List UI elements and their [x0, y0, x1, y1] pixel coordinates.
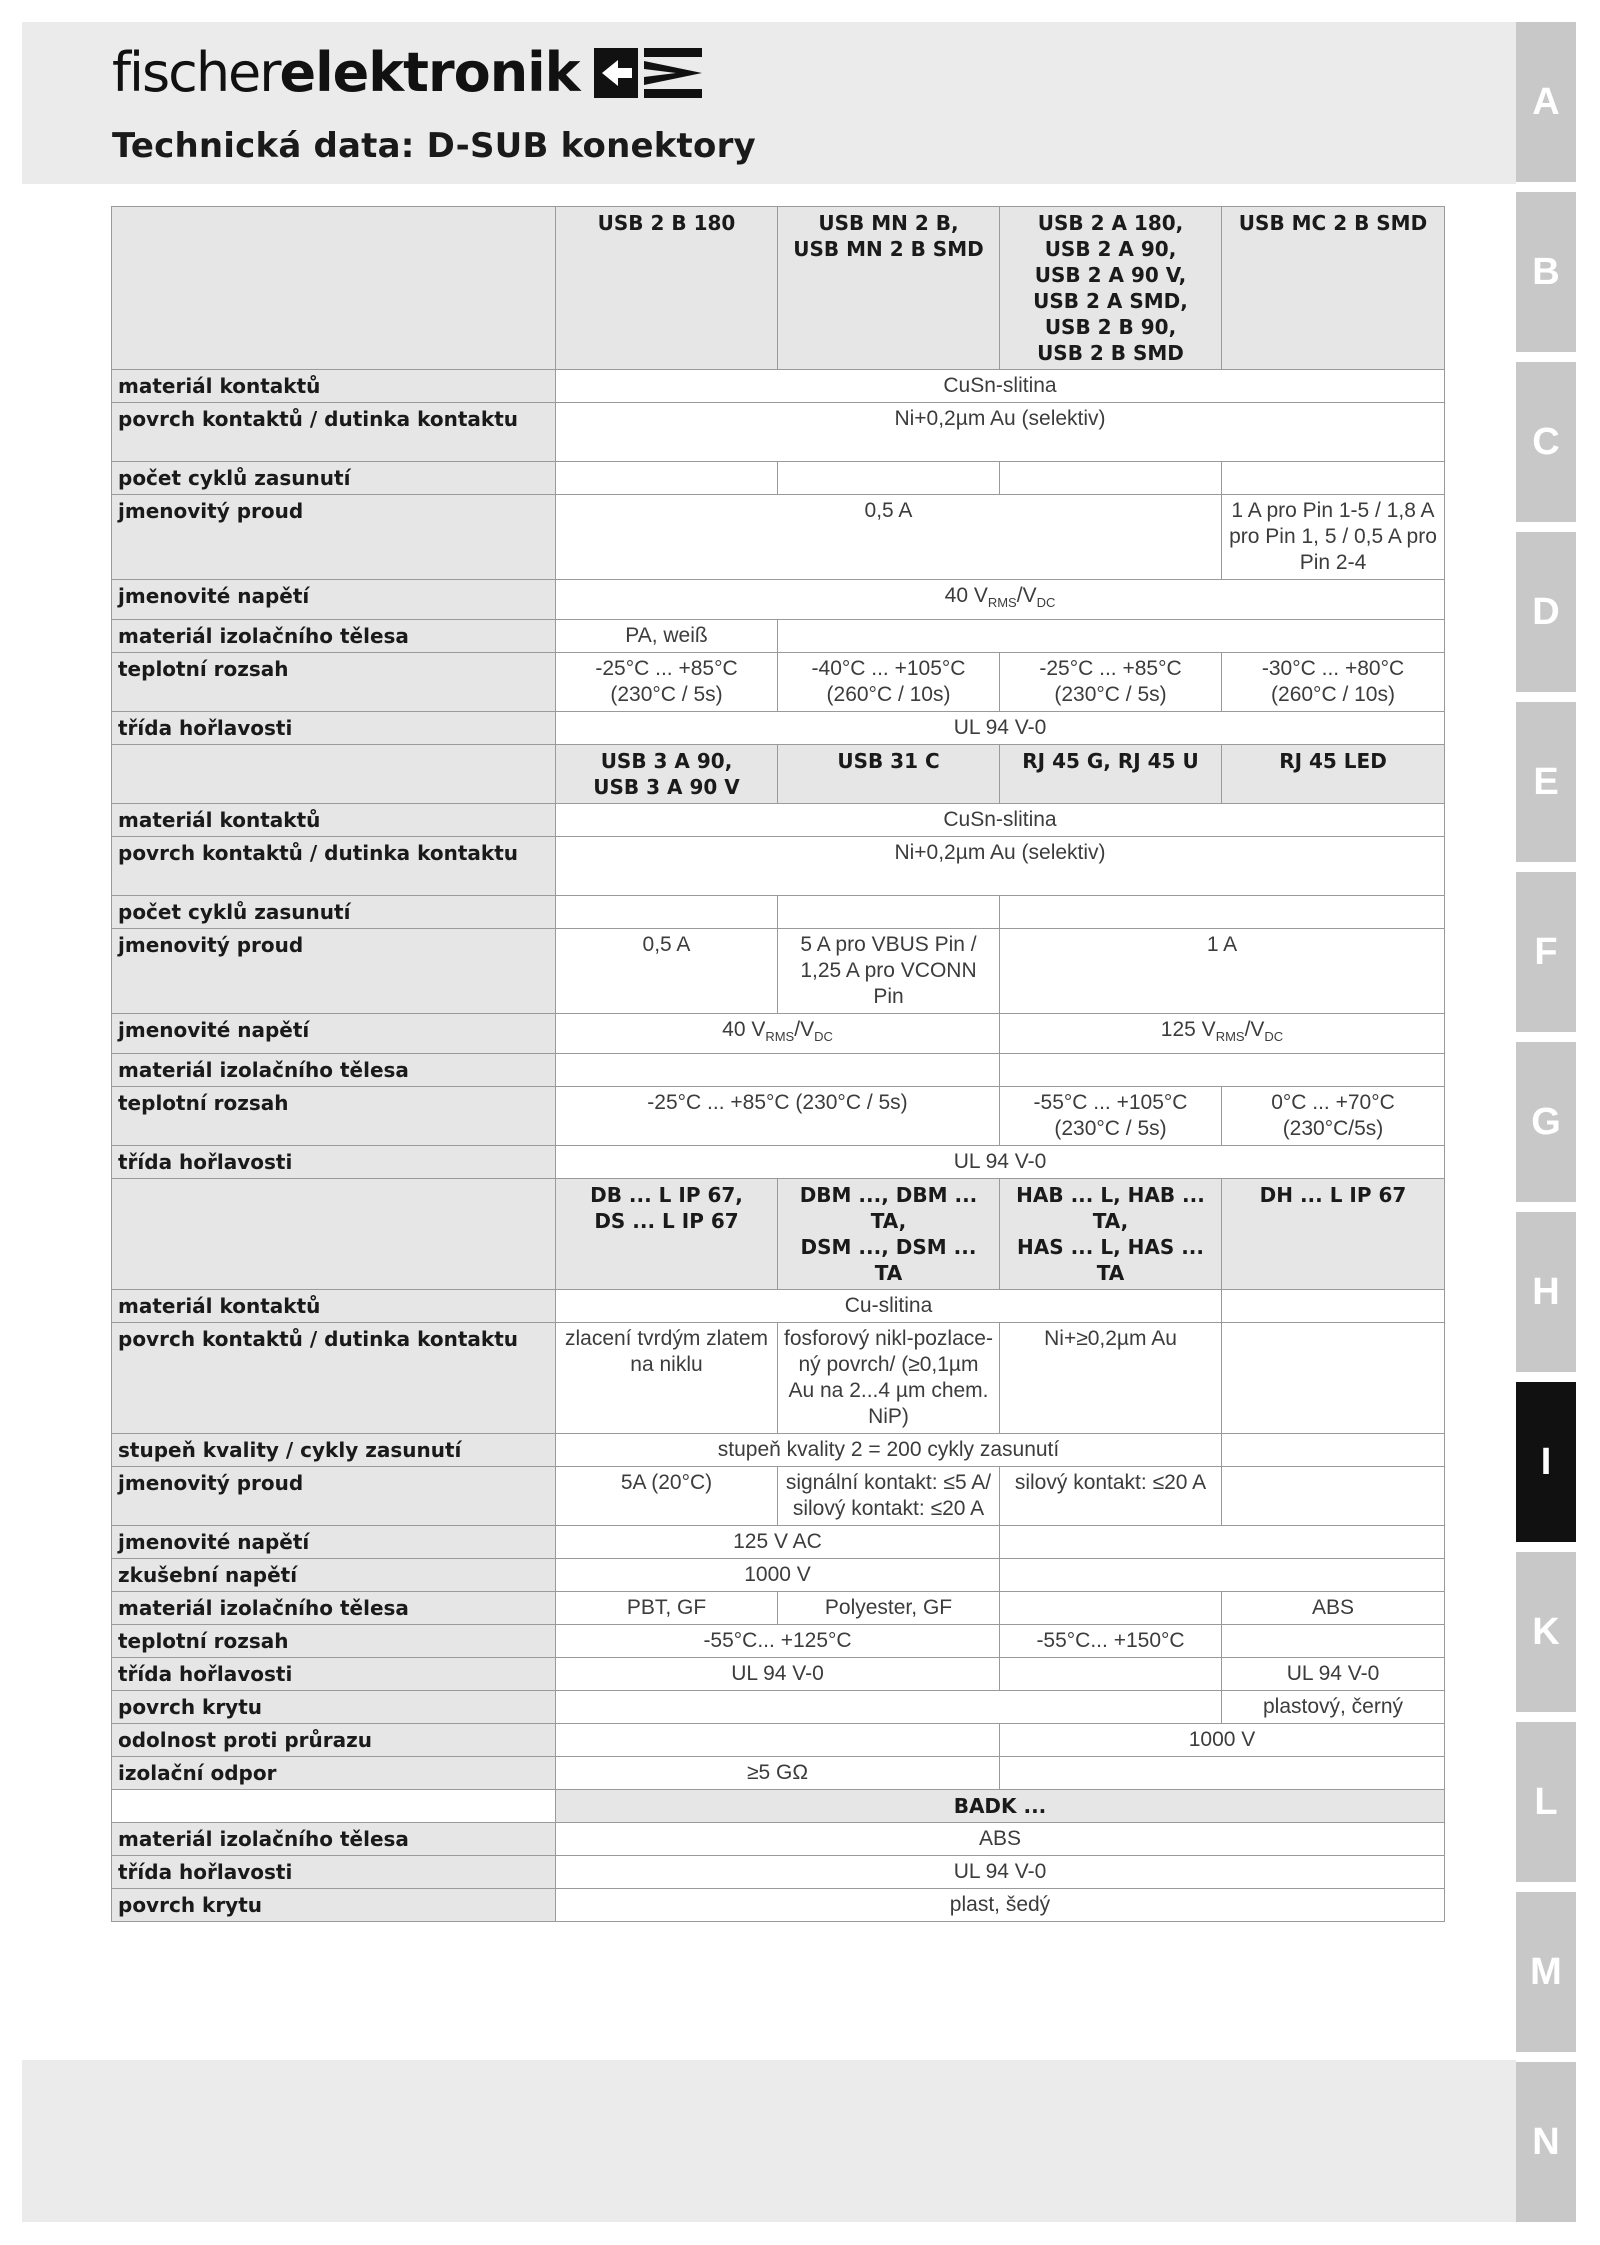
- column-header: HAB ... L, HAB ... TA, HAS ... L, HAS ... TA: [1000, 1179, 1222, 1290]
- tab-m[interactable]: M: [1516, 1892, 1576, 2052]
- column-header: USB 2 B 180: [556, 207, 778, 370]
- row-label: počet cyklů zasunutí: [112, 462, 556, 495]
- table-row: [112, 1823, 1445, 1856]
- row-label: teplotní rozsah: [112, 1087, 556, 1146]
- row-label: třída hořlavosti: [112, 1856, 556, 1889]
- table-cell: CuSn-slitina: [556, 804, 1445, 837]
- empty-cell: [778, 620, 1445, 653]
- row-label: izolační odpor: [112, 1757, 556, 1790]
- empty-cell: [1222, 1434, 1445, 1467]
- table-row: [112, 1658, 1445, 1691]
- voltage-value: 125 V: [1160, 1018, 1216, 1042]
- empty-cell: [1000, 1658, 1222, 1691]
- table-row: [112, 1146, 1445, 1179]
- table-cell: 0°C ... +70°C (230°C/5s): [1222, 1087, 1445, 1146]
- tab-k[interactable]: K: [1516, 1552, 1576, 1712]
- table-row: [112, 1323, 1445, 1434]
- empty-cell: [1222, 1467, 1445, 1526]
- row-label: teplotní rozsah: [112, 1625, 556, 1658]
- page-title: Technická data: D-SUB konektory: [112, 126, 756, 166]
- empty-cell: [556, 896, 778, 929]
- row-label: povrch kontaktů / dutinka kontaktu: [112, 1323, 556, 1434]
- voltage-sub: RMS: [765, 1029, 795, 1045]
- table-row: [112, 620, 1445, 653]
- table-cell: -25°C ... +85°C (230°C / 5s): [1000, 653, 1222, 712]
- table-cell: 0,5 A: [556, 495, 1222, 580]
- header-corner: [112, 1790, 556, 1823]
- voltage-sep: /V: [1016, 584, 1037, 607]
- tab-n[interactable]: N: [1516, 2062, 1576, 2222]
- table-cell: Cu-slitina: [556, 1290, 1222, 1323]
- table-row: [112, 580, 1445, 620]
- row-label: povrch krytu: [112, 1889, 556, 1922]
- table-row: [112, 929, 1445, 1014]
- table-row: [112, 1526, 1445, 1559]
- tab-c[interactable]: C: [1516, 362, 1576, 522]
- table-row: [112, 1691, 1445, 1724]
- table-row: [112, 1889, 1445, 1922]
- table-cell: -55°C... +150°C: [1000, 1625, 1222, 1658]
- table-cell: Polyester, GF: [778, 1592, 1000, 1625]
- table-cell: [556, 580, 1445, 620]
- table-cell: -55°C ... +105°C (230°C / 5s): [1000, 1087, 1222, 1146]
- table-cell: 1 A: [1000, 929, 1445, 1014]
- table-cell: 1 A pro Pin 1-5 / 1,8 A pro Pin 1, 5 / 0,5 A pro Pin 2-4: [1222, 495, 1445, 580]
- column-header: DH ... L IP 67: [1222, 1179, 1445, 1290]
- table-row: [112, 712, 1445, 745]
- table-cell: Ni+≥0,2µm Au: [1000, 1323, 1222, 1434]
- table-cell: UL 94 V-0: [556, 712, 1445, 745]
- row-label: počet cyklů zasunutí: [112, 896, 556, 929]
- table-row: [112, 1724, 1445, 1757]
- row-label: povrch krytu: [112, 1691, 556, 1724]
- table-row: [112, 1790, 1445, 1823]
- table-row: [112, 896, 1445, 929]
- voltage-sub: RMS: [987, 595, 1017, 611]
- voltage-sub: RMS: [1215, 1029, 1245, 1045]
- table-cell: plast, šedý: [556, 1889, 1445, 1922]
- table-cell: signální kontakt: ≤5 A/ silový kontakt: ≤20 A: [778, 1467, 1000, 1526]
- table-cell: UL 94 V-0: [556, 1856, 1445, 1889]
- empty-cell: [1000, 1054, 1445, 1087]
- tab-i[interactable]: I: [1516, 1382, 1576, 1542]
- empty-cell: [1222, 462, 1445, 495]
- tab-f[interactable]: F: [1516, 872, 1576, 1032]
- table-row: [112, 837, 1445, 896]
- row-label: materiál izolačního tělesa: [112, 1823, 556, 1856]
- row-label: stupeň kvality / cykly zasunutí: [112, 1434, 556, 1467]
- table-row: [112, 1434, 1445, 1467]
- empty-cell: [1000, 1592, 1222, 1625]
- column-header: USB MC 2 B SMD: [1222, 207, 1445, 370]
- row-label: třída hořlavosti: [112, 1146, 556, 1179]
- table-row: [112, 1559, 1445, 1592]
- table-row: [112, 1290, 1445, 1323]
- table-row: [112, 462, 1445, 495]
- table-cell: plastový, černý: [1222, 1691, 1445, 1724]
- table-cell: CuSn-slitina: [556, 370, 1445, 403]
- row-label: jmenovitý proud: [112, 495, 556, 580]
- empty-cell: [778, 896, 1000, 929]
- footer-band: [22, 2060, 1516, 2222]
- table-cell: -40°C ... +105°C (260°C / 10s): [778, 653, 1000, 712]
- row-label: jmenovitý proud: [112, 1467, 556, 1526]
- column-header: USB MN 2 B, USB MN 2 B SMD: [778, 207, 1000, 370]
- table-cell: -30°C ... +80°C (260°C / 10s): [1222, 653, 1445, 712]
- column-header: BADK ...: [556, 1790, 1445, 1823]
- table-row: [112, 1014, 1445, 1054]
- row-label: teplotní rozsah: [112, 653, 556, 712]
- tab-d[interactable]: D: [1516, 532, 1576, 692]
- voltage-sub: DC: [814, 1029, 833, 1045]
- table-cell: ≥5 GΩ: [556, 1757, 1000, 1790]
- empty-cell: [556, 1054, 1000, 1087]
- table-row: [112, 1467, 1445, 1526]
- table-cell: zlacení tvrdým zlatem na niklu: [556, 1323, 778, 1434]
- row-label: jmenovité napětí: [112, 1526, 556, 1559]
- table-cell: PA, weiß: [556, 620, 778, 653]
- empty-cell: [556, 462, 778, 495]
- column-header: DB ... L IP 67, DS ... L IP 67: [556, 1179, 778, 1290]
- row-label: povrch kontaktů / dutinka kontaktu: [112, 403, 556, 462]
- table-cell: ABS: [556, 1823, 1445, 1856]
- column-header: RJ 45 LED: [1222, 745, 1445, 804]
- table-row: [112, 207, 1445, 370]
- table-cell: silový kontakt: ≤20 A: [1000, 1467, 1222, 1526]
- row-label: jmenovitý proud: [112, 929, 556, 1014]
- column-header: USB 2 A 180, USB 2 A 90, USB 2 A 90 V, USB 2 A SMD, USB 2 B 90, USB 2 B SMD: [1000, 207, 1222, 370]
- row-label: materiál izolačního tělesa: [112, 620, 556, 653]
- row-label: materiál kontaktů: [112, 1290, 556, 1323]
- row-label: materiál kontaktů: [112, 804, 556, 837]
- table-row: [112, 1179, 1445, 1290]
- header-corner: [112, 207, 556, 370]
- tab-g[interactable]: G: [1516, 1042, 1576, 1202]
- table-row: [112, 495, 1445, 580]
- table-row: [112, 653, 1445, 712]
- row-label: materiál kontaktů: [112, 370, 556, 403]
- table-row: [112, 1856, 1445, 1889]
- tab-e[interactable]: E: [1516, 702, 1576, 862]
- row-label: povrch kontaktů / dutinka kontaktu: [112, 837, 556, 896]
- empty-cell: [556, 1724, 1000, 1757]
- voltage-sep: /V: [1244, 1018, 1265, 1042]
- table-cell: Ni+0,2µm Au (selektiv): [556, 837, 1445, 896]
- table-cell: 125 V AC: [556, 1526, 1000, 1559]
- spec-table: [111, 206, 1445, 1922]
- row-label: třída hořlavosti: [112, 1658, 556, 1691]
- row-label: materiál izolačního tělesa: [112, 1592, 556, 1625]
- empty-cell: [1000, 462, 1222, 495]
- table-cell: 0,5 A: [556, 929, 778, 1014]
- row-label: jmenovité napětí: [112, 1014, 556, 1054]
- column-header: USB 3 A 90, USB 3 A 90 V: [556, 745, 778, 804]
- empty-cell: [1000, 1559, 1445, 1592]
- empty-cell: [1222, 1290, 1445, 1323]
- tab-h[interactable]: H: [1516, 1212, 1576, 1372]
- column-header: USB 31 C: [778, 745, 1000, 804]
- tab-l[interactable]: L: [1516, 1722, 1576, 1882]
- table-row: [112, 1625, 1445, 1658]
- table-row: [112, 1757, 1445, 1790]
- table-row: [112, 370, 1445, 403]
- brand-logo: [112, 38, 704, 108]
- table-cell: UL 94 V-0: [1222, 1658, 1445, 1691]
- table-cell: 5 A pro VBUS Pin / 1,25 A pro VCONN Pin: [778, 929, 1000, 1014]
- table-cell: stupeň kvality 2 = 200 cykly zasunutí: [556, 1434, 1222, 1467]
- row-label: zkušební napětí: [112, 1559, 556, 1592]
- header-corner: [112, 1179, 556, 1290]
- column-header: DBM ..., DBM ... TA, DSM ..., DSM ... TA: [778, 1179, 1000, 1290]
- voltage-sub: DC: [1036, 595, 1056, 611]
- table-cell: 1000 V: [1000, 1724, 1445, 1757]
- table-cell: -25°C ... +85°C (230°C / 5s): [556, 1087, 1000, 1146]
- table-cell: fosforový nikl-pozlace-ný povrch/ (≥0,1µm Au na 2...4 µm chem. NiP): [778, 1323, 1000, 1434]
- empty-cell: [556, 1691, 1222, 1724]
- table-cell: [1000, 1014, 1445, 1054]
- empty-cell: [778, 462, 1000, 495]
- empty-cell: [1000, 1526, 1445, 1559]
- row-label: třída hořlavosti: [112, 712, 556, 745]
- logo-arrow-icon: [594, 44, 704, 102]
- empty-cell: [1000, 1757, 1445, 1790]
- tab-a[interactable]: A: [1516, 22, 1576, 182]
- table-row: [112, 745, 1445, 804]
- voltage-value: 40 V: [944, 584, 988, 607]
- empty-cell: [1222, 1323, 1445, 1434]
- table-cell: [556, 1014, 1000, 1054]
- header-corner: [112, 745, 556, 804]
- voltage-sub: DC: [1264, 1029, 1284, 1045]
- table-row: [112, 1592, 1445, 1625]
- row-label: jmenovité napětí: [112, 580, 556, 620]
- row-label: odolnost proti průrazu: [112, 1724, 556, 1757]
- voltage-value: 40 V: [722, 1018, 766, 1042]
- column-header: RJ 45 G, RJ 45 U: [1000, 745, 1222, 804]
- table-cell: UL 94 V-0: [556, 1146, 1445, 1179]
- table-cell: -55°C... +125°C: [556, 1625, 1000, 1658]
- table-cell: Ni+0,2µm Au (selektiv): [556, 403, 1445, 462]
- table-cell: UL 94 V-0: [556, 1658, 1000, 1691]
- table-cell: ABS: [1222, 1592, 1445, 1625]
- voltage-sep: /V: [794, 1018, 815, 1042]
- table-row: [112, 804, 1445, 837]
- logo-wordmark: fischerelektronik: [112, 41, 580, 104]
- table-row: [112, 1054, 1445, 1087]
- table-row: [112, 1087, 1445, 1146]
- table-cell: -25°C ... +85°C (230°C / 5s): [556, 653, 778, 712]
- table-row: [112, 403, 1445, 462]
- table-cell: 1000 V: [556, 1559, 1000, 1592]
- tab-b[interactable]: B: [1516, 192, 1576, 352]
- row-label: materiál izolačního tělesa: [112, 1054, 556, 1087]
- table-cell: 5A (20°C): [556, 1467, 778, 1526]
- table-cell: PBT, GF: [556, 1592, 778, 1625]
- empty-cell: [1222, 1625, 1445, 1658]
- empty-cell: [1000, 896, 1445, 929]
